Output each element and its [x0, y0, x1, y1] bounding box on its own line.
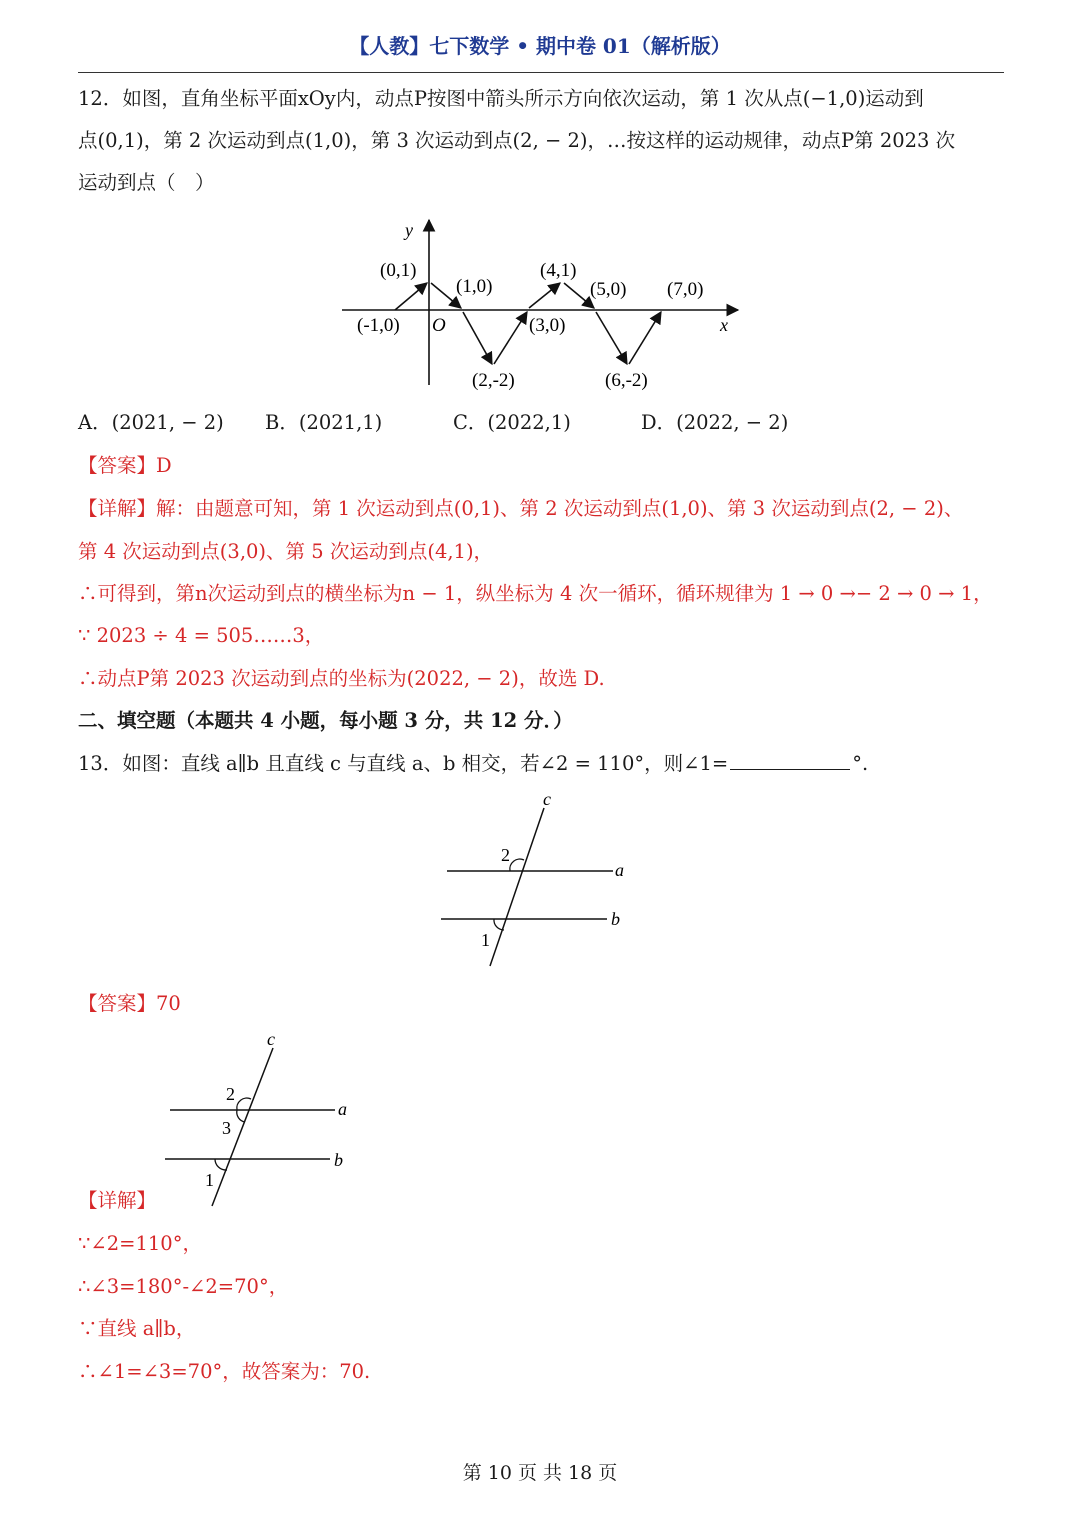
point-label: (0,1): [380, 260, 417, 281]
q12-option-b: B．(2021,1): [265, 411, 383, 434]
section-2-title: 二、填空题（本题共 4 小题，每小题 3 分，共 12 分．）: [78, 709, 573, 732]
path-seg-8: [629, 312, 661, 364]
document-header-title: 【人教】七下数学 • 期中卷 01（解析版）: [349, 34, 731, 58]
q12-option-c: C．(2022,1): [453, 411, 571, 434]
q13-text-before: 13．如图：直线 a∥b 且直线 c 与直线 a、b 相交，若∠2 = 110°，则∠1=: [78, 752, 729, 775]
q13-solution-figure: [160, 1025, 360, 1210]
q12-detail-line: 【详解】解：由题意可知，第 1 次运动到点(0,1)、第 2 次运动到点(1,0)、第 3 次运动到点(2, − 2)、: [78, 497, 964, 520]
path-seg-1: [395, 283, 427, 310]
line-c: [490, 808, 544, 966]
angle-3-arc: [237, 1110, 245, 1122]
angle-2-arc: [510, 859, 524, 871]
label-a: a: [338, 1099, 347, 1119]
point-label: (2,-2): [472, 370, 515, 391]
origin-label: O: [432, 315, 446, 336]
q13-text-after: °.: [852, 752, 869, 775]
point-label: (4,1): [540, 260, 577, 281]
q12-answer: 【答案】D: [78, 454, 172, 477]
label-angle-2: 2: [501, 845, 510, 865]
label-b: b: [611, 909, 620, 929]
q12-option-a: A．(2021, − 2): [78, 411, 224, 434]
label-angle-2: 2: [226, 1084, 235, 1104]
angle-2-arc: [237, 1098, 251, 1110]
q13-parallel-lines-figure: [430, 785, 640, 975]
label-angle-1: 1: [481, 930, 490, 950]
path-seg-7: [596, 312, 627, 364]
label-c: c: [267, 1029, 275, 1049]
point-label: (3,0): [529, 315, 566, 336]
label-b: b: [334, 1150, 343, 1170]
q12-detail-line: ∵ 2023 ÷ 4 = 505……3，: [78, 624, 325, 647]
q12-option-d: D．(2022, − 2): [641, 411, 789, 434]
path-seg-3: [463, 312, 492, 364]
label-angle-3: 3: [222, 1118, 231, 1138]
x-axis-label: x: [720, 315, 728, 335]
point-label: (5,0): [590, 279, 627, 300]
point-label: (-1,0): [357, 315, 400, 336]
path-seg-5: [529, 283, 560, 308]
q12-coordinate-figure: [330, 210, 750, 395]
q12-detail-line: ∴可得到，第n次运动到点的横坐标为n − 1，纵坐标为 4 次一循环，循环规律为 1 → 0 →− 2 → 0 → 1，: [78, 582, 993, 605]
point-label: (1,0): [456, 276, 493, 297]
page-footer: 第 10 页 共 18 页: [462, 1462, 618, 1484]
q12-detail-line: 第 4 次运动到点(3,0)、第 5 次运动到点(4,1)，: [78, 540, 494, 563]
q13-detail-title: 【详解】: [78, 1189, 157, 1212]
label-c: c: [543, 789, 551, 809]
path-seg-4: [494, 312, 527, 364]
q13-text: [78, 749, 868, 779]
label-angle-1: 1: [205, 1170, 214, 1190]
angle-1-arc: [215, 1159, 227, 1170]
q13-detail-line: ∵∠2=110°，: [78, 1232, 202, 1255]
answer-blank: [730, 749, 850, 770]
point-label: (6,-2): [605, 370, 648, 391]
q12-text-line-3: 运动到点（ ）: [78, 171, 215, 194]
header-divider: [78, 72, 1004, 73]
q12-text-line-1: 12．如图，直角坐标平面xOy内，动点P按图中箭头所示方向依次运动，第 1 次从点(−1,0)运动到: [78, 87, 924, 110]
q13-detail-line: ∴∠1=∠3=70°，故答案为：70.: [78, 1360, 371, 1383]
y-axis-label: y: [405, 220, 413, 240]
q12-detail-line: ∴动点P第 2023 次运动到点的坐标为(2022, − 2)，故选 D.: [78, 667, 605, 690]
point-label: (7,0): [667, 279, 704, 300]
q13-detail-line: ∴∠3=180°-∠2=70°，: [78, 1275, 289, 1298]
label-a: a: [615, 860, 624, 880]
q13-detail-line: ∵直线 a∥b，: [78, 1317, 196, 1340]
q13-answer: 【答案】70: [78, 992, 181, 1015]
q12-text-line-2: 点(0,1)，第 2 次运动到点(1,0)，第 3 次运动到点(2, − 2)，…按这样的运动规律，动点P第 2023 次: [78, 129, 956, 152]
